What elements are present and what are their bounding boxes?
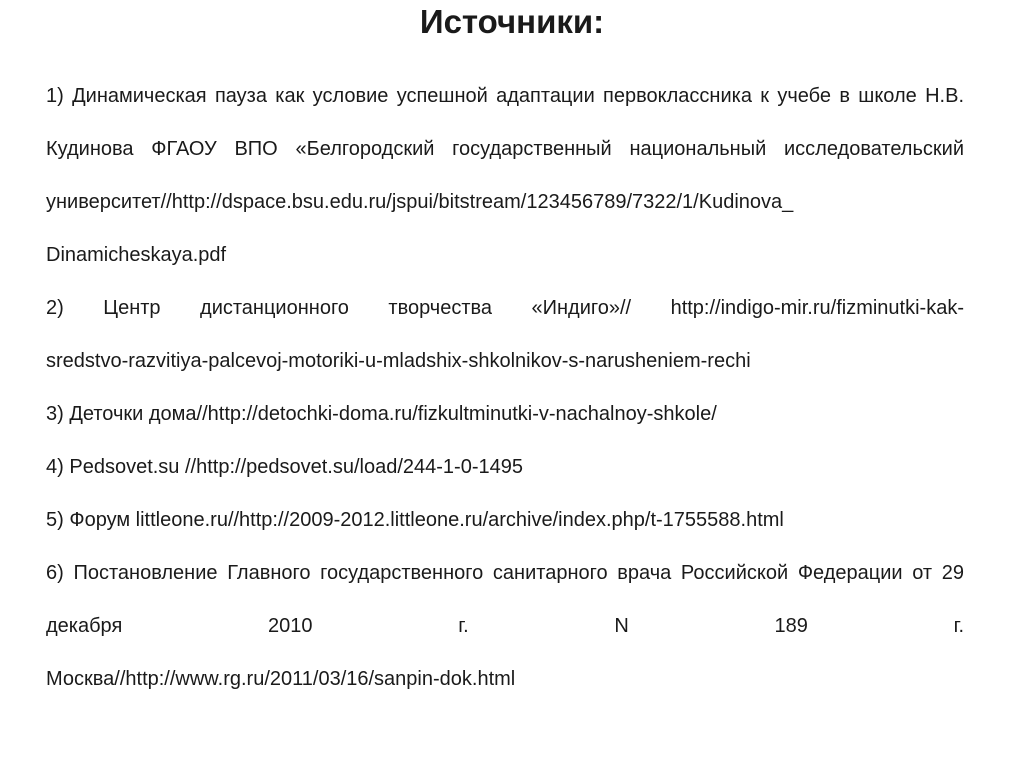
reference-6-text-b: Москва//http://www.rg.ru/2011/03/16/sanpin-dok.html [46, 668, 516, 690]
reference-4-text: Pedsovet.su //http://pedsovet.su/load/244-1-0-1495 [69, 456, 523, 478]
reference-3-number: 3) [46, 403, 64, 425]
reference-2-text-b: sredstvo-razvitiya-palcevoj-motoriki-u-mladshix-shkolnikov-s-narusheniem-rechi [46, 350, 751, 372]
reference-item-4 [46, 441, 964, 494]
reference-item-2 [46, 282, 964, 388]
reference-1-text-c: Dinamicheskaya.pdf [46, 244, 227, 266]
reference-item-6 [46, 547, 964, 706]
reference-1-text-b: университет//http://dspace.bsu.edu.ru/jspui/bitstream/123456789/7322/1/Kudinova_ [46, 191, 794, 213]
reference-1-body-a: Динамическая пауза как условие успешной адаптации первоклассника к учебе в школе Н.В. Кудинова ФГАОУ ВПО «Белгородский государственный национальный исследовательский [46, 85, 964, 160]
reference-6-body-a: Постановление Главного государственного санитарного врача Российской Федерации от 29 декабря 2010 г. N 189 г. [46, 562, 964, 637]
reference-1-number: 1) [46, 85, 64, 107]
reference-5-line [46, 494, 964, 547]
reference-6-number: 6) [46, 562, 64, 584]
reference-item-5 [46, 494, 964, 547]
reference-4-line [46, 441, 964, 494]
reference-2-text-a [46, 282, 964, 335]
reference-item-1 [46, 70, 964, 282]
reference-6-text-a [46, 547, 964, 653]
slide-title: Источники: [419, 3, 605, 40]
reference-2-number: 2) [46, 297, 64, 319]
reference-item-3 [46, 388, 964, 441]
reference-3-text: Деточки дома//http://detochki-doma.ru/fizkultminutki-v-nachalnoy-shkole/ [69, 403, 717, 425]
reference-4-number: 4) [46, 456, 64, 478]
reference-3-line [46, 388, 964, 441]
reference-list [46, 70, 964, 706]
reference-1-text-a [46, 70, 964, 176]
reference-5-number: 5) [46, 509, 64, 531]
reference-2-body-a: Центр дистанционного творчества «Индиго»// http://indigo-mir.ru/fizminutki-kak- [103, 297, 964, 319]
reference-5-text: Форум littleone.ru//http://2009-2012.littleone.ru/archive/index.php/t-1755588.html [69, 509, 784, 531]
